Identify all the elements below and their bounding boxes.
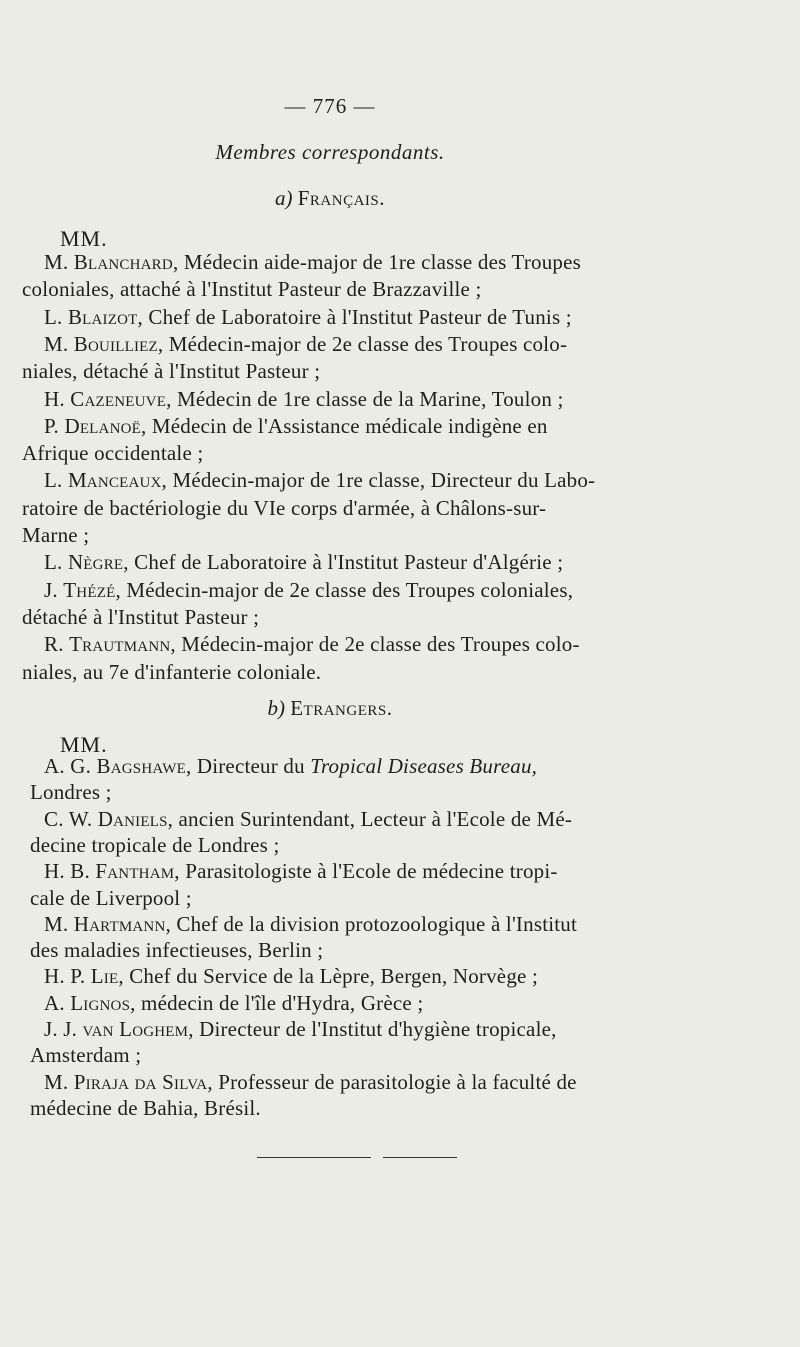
- line-text: , Médecin de 1re classe de la Marine, Toulon ;: [166, 386, 564, 411]
- line-text: , Directeur de l'Institut d'hygiène tropicale,: [188, 1017, 557, 1041]
- initials: M.: [44, 1069, 74, 1094]
- line-text: ratoire de bactériologie du VIe corps d'armée, à Châlons-sur-: [22, 495, 547, 520]
- text-line: [44, 807, 572, 832]
- text-line: [44, 991, 423, 1016]
- initials: L.: [44, 550, 68, 575]
- text-line: [44, 964, 538, 989]
- line-text: niales, détaché à l'Institut Pasteur ;: [22, 359, 321, 384]
- initials: H. P.: [44, 964, 91, 989]
- initials: A.: [44, 990, 71, 1015]
- subsection-heading-etrangers: [0, 696, 660, 721]
- line-text: , médecin de l'île d'Hydra, Grèce ;: [130, 990, 424, 1015]
- text-line: [44, 387, 564, 412]
- line-text: , Médecin-major de 1re classe, Directeur du Labo-: [161, 468, 596, 493]
- person-name: Lignos: [70, 990, 131, 1015]
- person-name: Fantham: [95, 859, 175, 884]
- text-line: [44, 1017, 557, 1042]
- text-line: [22, 277, 482, 302]
- text-line: [22, 605, 259, 630]
- subsection-title: Français.: [297, 186, 386, 210]
- line-text: Amsterdam ;: [30, 1043, 142, 1068]
- text-line: [44, 632, 580, 657]
- line-text: des maladies infectieuses, Berlin ;: [30, 938, 324, 963]
- subsection-label: b): [267, 696, 285, 720]
- initials: A. G.: [44, 754, 97, 778]
- person-name: Bouilliez: [73, 331, 158, 356]
- line-text: decine tropicale de Londres ;: [30, 832, 280, 857]
- closing-rule-right: [383, 1157, 457, 1158]
- italic-text: Tropical Diseases Bureau,: [310, 754, 538, 778]
- person-name: Manceaux: [67, 468, 162, 493]
- person-name: Piraja da Silva: [73, 1069, 208, 1094]
- text-line: [22, 496, 546, 521]
- initials: M.: [44, 250, 74, 274]
- line-text: Marne ;: [22, 523, 90, 547]
- mm-label: MM.: [60, 732, 108, 757]
- text-line: [44, 414, 548, 439]
- text-line: [22, 441, 203, 466]
- subsection-label: a): [274, 186, 293, 210]
- person-name: Nègre: [67, 550, 124, 575]
- text-line: [30, 1043, 141, 1068]
- person-name: Delanoë: [64, 413, 142, 438]
- text-line: [44, 305, 572, 330]
- line-text: , ancien Surintendant, Lecteur à l'Ecole de Mé-: [167, 806, 573, 831]
- mm-label: MM.: [60, 226, 108, 251]
- person-name: Thézé: [63, 577, 116, 602]
- initials: L.: [44, 468, 68, 493]
- closing-rule-left: [257, 1157, 371, 1158]
- text-line: [44, 859, 558, 884]
- initials: J.: [44, 577, 64, 602]
- text-line: [30, 886, 192, 911]
- text-line: [30, 833, 280, 858]
- section-title: Membres correspondants.: [215, 140, 445, 164]
- text-line: [22, 359, 320, 384]
- initials: H.: [44, 386, 71, 411]
- line-text: , Médecin-major de 2e classe des Troupes colo-: [170, 632, 580, 657]
- person-name: Blanchard: [73, 250, 173, 274]
- person-name: van Loghem: [82, 1017, 189, 1041]
- line-text: , Parasitologiste à l'Ecole de médecine tropi-: [174, 859, 558, 884]
- person-name: Trautmann: [69, 632, 171, 657]
- line-text: , Médecin aide-major de 1re classe des Troupes: [172, 250, 582, 274]
- line-text: cale de Liverpool ;: [30, 885, 192, 910]
- person-name: Blaizot: [67, 304, 138, 329]
- text-line: [44, 332, 567, 357]
- text-line: [44, 578, 573, 603]
- text-line: [22, 523, 89, 548]
- subsection-title: Etrangers.: [290, 696, 393, 720]
- text-line: [44, 912, 577, 937]
- initials: C. W.: [44, 806, 98, 831]
- line-text: , Médecin de l'Assistance médicale indigène en: [141, 413, 548, 438]
- text-line: [44, 1070, 577, 1095]
- line-text: , Médecin-major de 2e classe des Troupes coloniales,: [115, 577, 574, 602]
- text-line: [30, 1096, 261, 1121]
- line-text: , Chef du Service de la Lèpre, Bergen, Norvège ;: [118, 964, 539, 989]
- initials: J. J.: [44, 1017, 83, 1041]
- person-name: Cazeneuve: [70, 386, 167, 411]
- page-number: — 776 —: [284, 94, 376, 118]
- line-text: Afrique occidentale ;: [22, 441, 204, 466]
- line-text: , Directeur du: [185, 754, 311, 778]
- initials: R.: [44, 632, 70, 657]
- line-text: détaché à l'Institut Pasteur ;: [22, 604, 260, 629]
- text-line: [44, 250, 581, 275]
- line-text: , Médecin-major de 2e classe des Troupes colo-: [157, 331, 568, 356]
- line-text: coloniales, attaché à l'Institut Pasteur de Brazzaville ;: [22, 277, 482, 302]
- line-text: , Chef de Laboratoire à l'Institut Pasteur d'Algérie ;: [123, 550, 564, 575]
- line-text: , Professeur de parasitologie à la faculté de: [207, 1069, 577, 1094]
- initials: H. B.: [44, 859, 96, 884]
- initials: L.: [44, 304, 68, 329]
- line-text: niales, au 7e d'infanterie coloniale.: [22, 659, 322, 684]
- text-line: [44, 468, 595, 493]
- initials: P.: [44, 413, 65, 438]
- person-name: Bagshawe: [96, 754, 186, 778]
- line-text: , Chef de Laboratoire à l'Institut Pasteur de Tunis ;: [137, 304, 572, 329]
- text-line: [22, 660, 321, 685]
- text-line: [44, 754, 537, 779]
- line-text: Londres ;: [30, 780, 112, 805]
- person-name: Hartmann: [73, 911, 166, 936]
- person-name: Lie: [90, 964, 119, 989]
- text-line: [30, 938, 323, 963]
- initials: M.: [44, 331, 74, 356]
- subsection-heading-francais: [0, 186, 660, 211]
- line-text: , Chef de la division protozoologique à l'Institut: [165, 911, 578, 936]
- line-text: médecine de Bahia, Brésil.: [30, 1095, 261, 1120]
- text-line: [30, 780, 112, 805]
- initials: M.: [44, 911, 74, 936]
- text-line: [44, 550, 563, 575]
- person-name: Daniels: [97, 806, 168, 831]
